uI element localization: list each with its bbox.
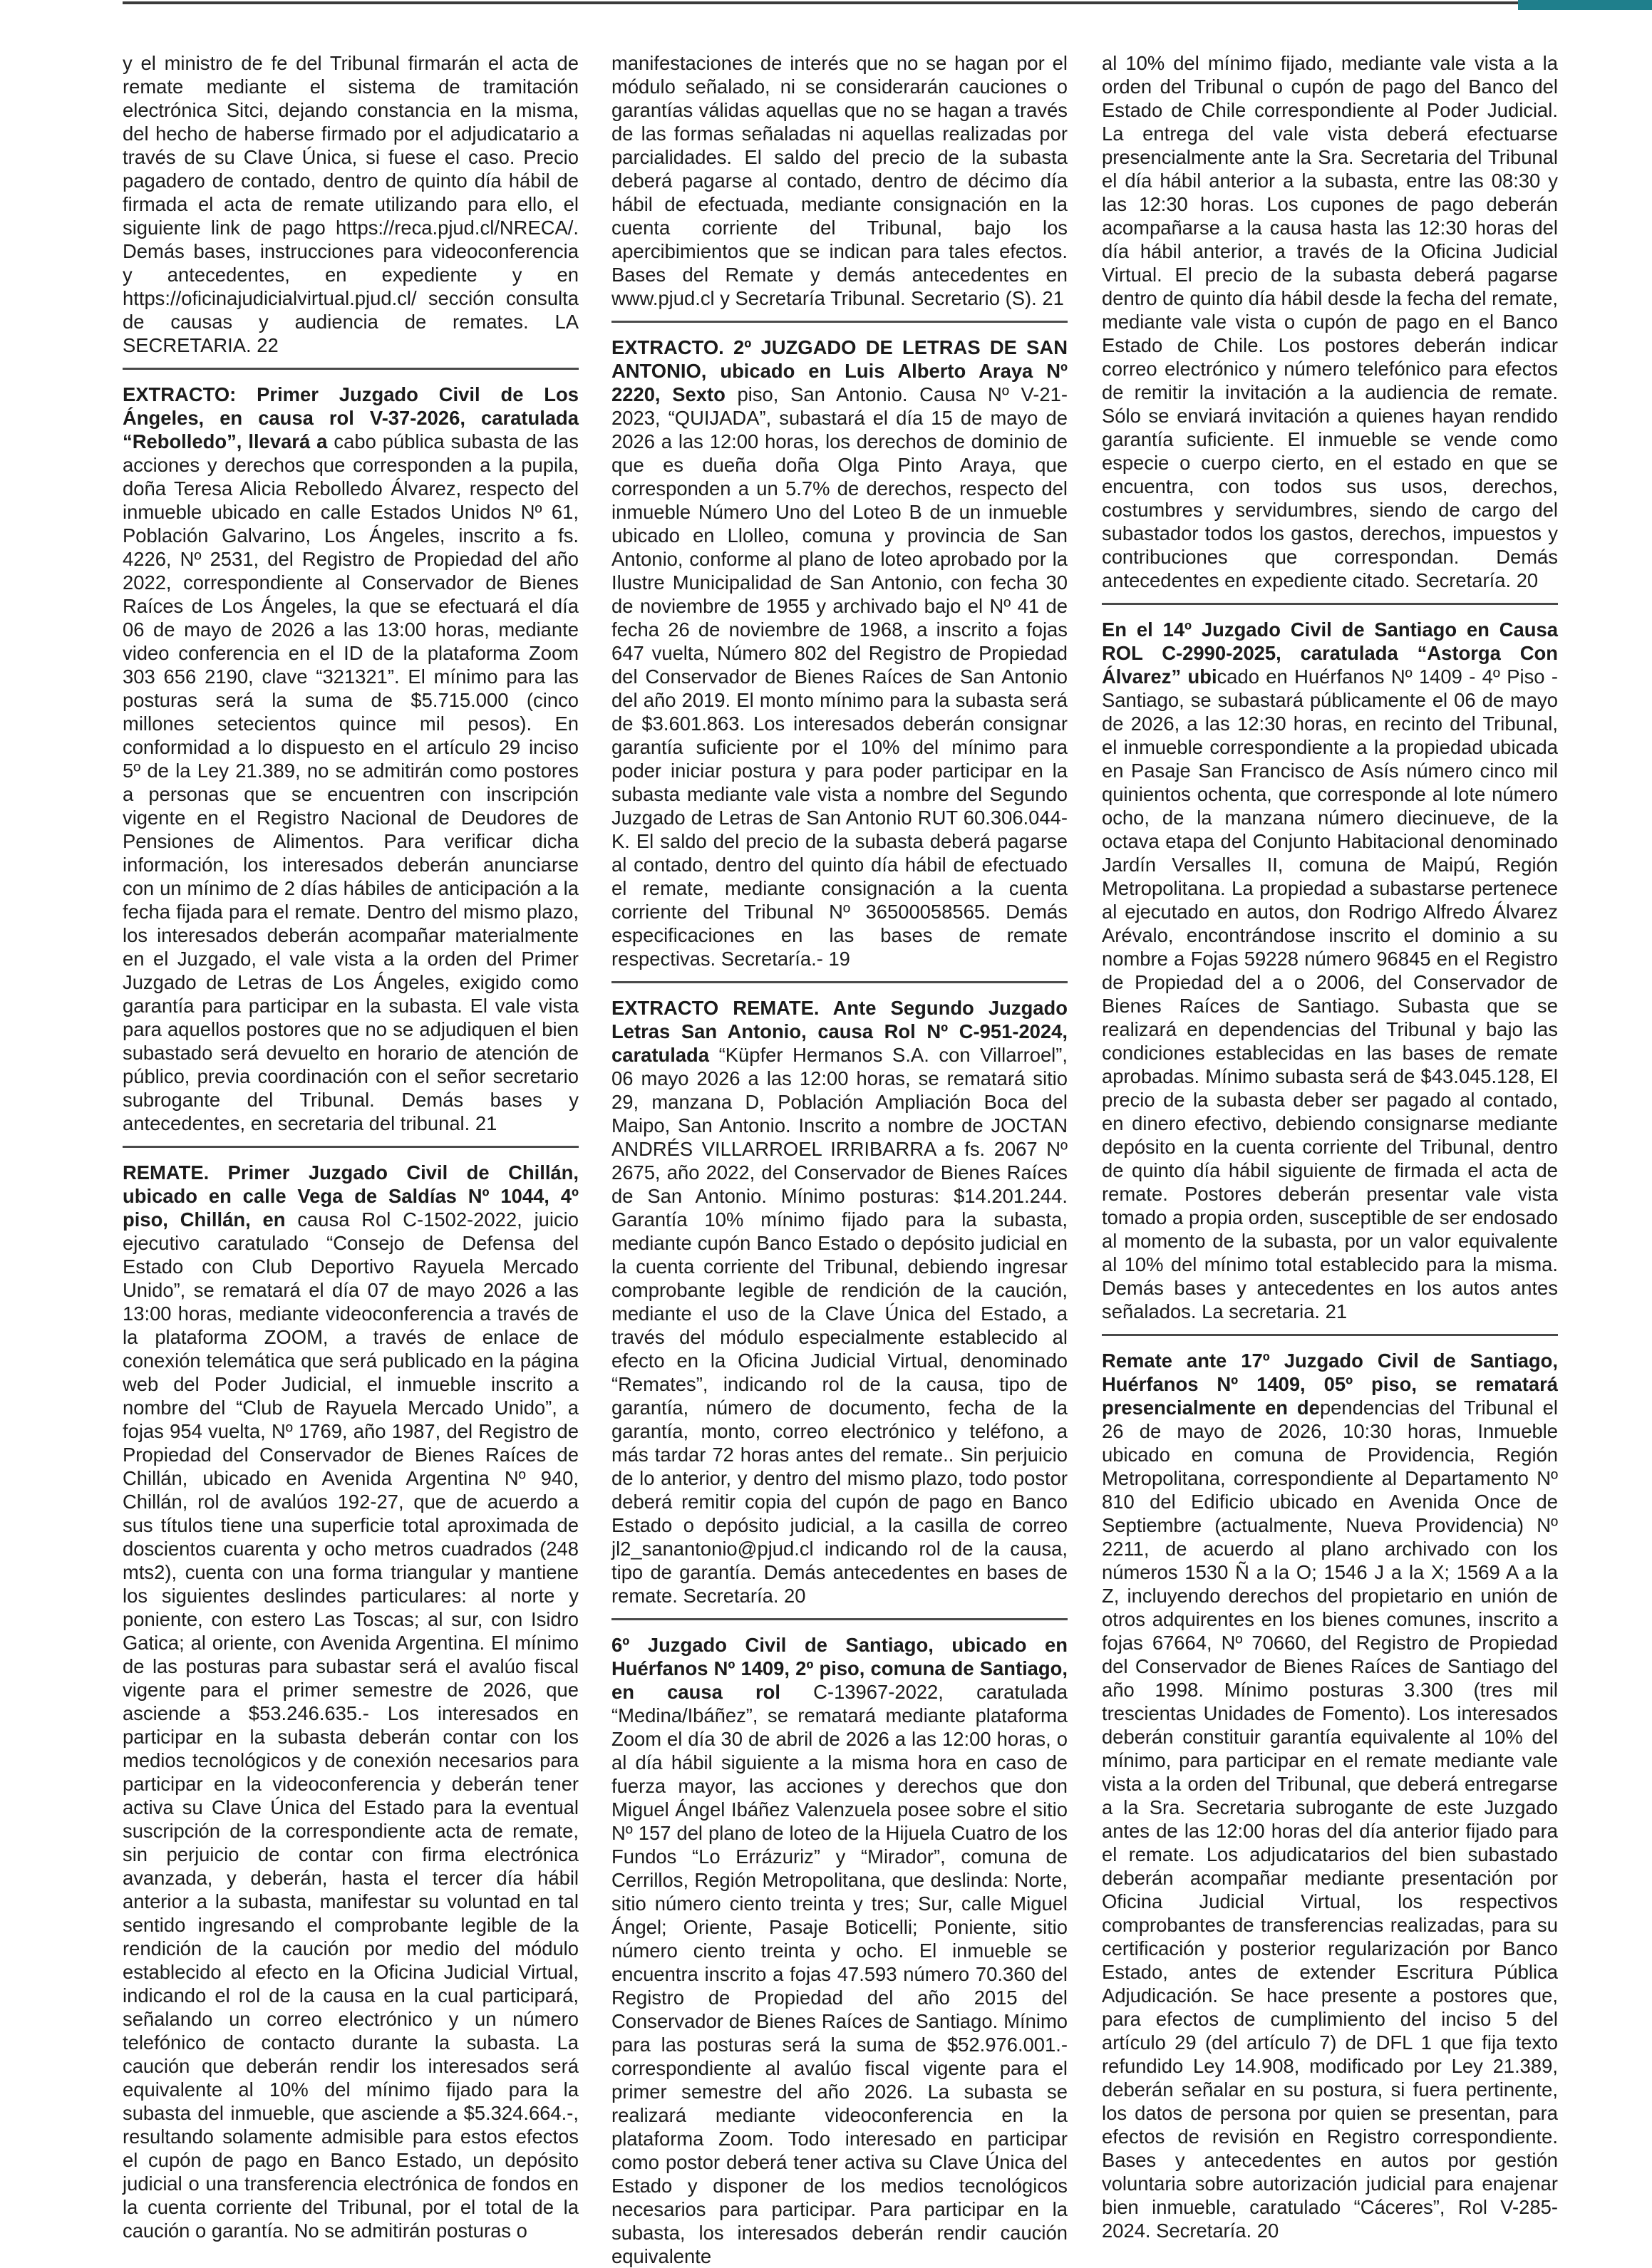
notice-body: “Küpfer Hermanos S.A. con Villarroel”, 06 mayo 2026 a las 12:00 horas, se rematará sitio 29, manzana D, Población Ampliación Boca del Maipo, San Antonio. Inscrito a nombre de JOCTAN ANDRÉS VILLARROEL IRRIBARRA a fs. 2067 Nº 2675, año 2022, del Conservador de Bienes Raíces de San Antonio. Mínimo posturas: $14.201.244. Garantía 10% mínimo fijado para la subasta, mediante cupón Banco Estado o depósito judicial en la cuenta corriente del Tribunal, debiendo ingresar comprobante legible de rendición de la caución, mediante el uso de la Clave Única del Estado, a través del módulo especialmente establecido al efecto en la Oficina Judicial Virtual, denominado “Remates”, indicando rol de la causa, tipo de garantía, número de documento, fecha de la garantía, monto, correo electrónico y teléfono, a más tardar 72 horas antes del remate.. Sin perjuicio de lo anterior, y dentro del mismo plazo, todo postor deberá remitir copia del cupón de pago en Banco Estado o depósito judicial, a la casilla de correo jl2_sanantonio@pjud.cl indicando rol de la causa, tipo de garantía. Demás antecedentes en bases de remate. Secretaría. 20: [611, 1044, 1068, 1607]
notice-santiago-6: [611, 1633, 1068, 2268]
separator-rule: [123, 368, 579, 370]
notice-body: manifestaciones de interés que no se hagan por el módulo señalado, ni se considerarán cauciones o garantías válidas aquellas que no se hagan a través de las formas señaladas ni aquellas realizadas por parcialidades. El saldo del precio de la subasta deberá pagarse al contado, dentro de décimo día hábil de efectuada, mediante consignación en la cuenta corriente del Tribunal, bajo los apercibimientos que se indican para tales efectos. Bases del Remate y demás antecedentes en www.pjud.cl y Secretaría Tribunal. Secretario (S). 21: [611, 52, 1068, 309]
separator-rule: [611, 1618, 1068, 1620]
column-3: [1102, 51, 1558, 2242]
section-tab: [1518, 0, 1652, 10]
notice-heading: EXTRACTO: Primer Juzgado Civil de Los Ángeles, en causa rol V-37-2026, caratulada “Rebolledo”, llevará a: [123, 383, 579, 452]
notice-san-antonio-remate: [611, 996, 1068, 1607]
separator-rule: [611, 981, 1068, 983]
notice-body: y el ministro de fe del Tribunal firmarán el acta de remate mediante el sistema de tramitación electrónica Sitci, dejando constancia en la misma, del hecho de haberse firmado por el adjudicatario a través de su Clave Única, si fuese el caso. Precio pagadero de contado, dentro de quinto día hábil de firmada el acta de remate utilizando para ello, el siguiente link de pago https://reca.pjud.cl/NRECA/. Demás bases, instrucciones para videoconferencia y antecedentes, en expediente y en https://oficinajudicialvirtual.pjud.cl/ sección consulta de causas y audiencia de remates. LA SECRETARIA. 22: [123, 52, 579, 356]
separator-rule: [1102, 603, 1558, 605]
notice-body: C-13967-2022, caratulada “Medina/Ibáñez”, se rematará mediante plataforma Zoom el día 30 de abril de 2026 a las 12:00 horas, o al día hábil siguiente a la misma hora en caso de fuerza mayor, las acciones y derechos que don Miguel Ángel Ibáñez Valenzuela posee sobre el sitio Nº 157 del plano de loteo de la Hijuela Cuatro de los Fundos “Lo Errázuriz” y “Mirador”, comuna de Cerrillos, Región Metropolitana, que deslinda: Norte, sitio número ciento treinta y tres; Sur, calle Miguel Ángel; Oriente, Pasaje Boticelli; Poniente, sitio número ciento treinta y ocho. El inmueble se encuentra inscrito a fojas 47.593 número 70.360 del Registro de Propiedad del año 2015 del Conservador de Bienes Raíces de Santiago. Mínimo para las posturas será la suma de $52.976.001.- correspondiente al avalúo fiscal vigente para el primer semestre del año 2026. La subasta se realizará mediante videoconferencia en la plataforma Zoom. Todo interesado en participar como postor deberá tener activa su Clave Única del Estado y disponer de los medios tecnológicos necesarios para participar. Para participar en la subasta, los interesados deberán rendir caución equivalente: [611, 1681, 1068, 2267]
notice-santiago-14: [1102, 618, 1558, 1323]
notice-heading: En el 14º Juzgado Civil de Santiago en Causa ROL C-2990-2025, caratulada “Astorga Con Álvarez” ubi: [1102, 618, 1558, 688]
notice-heading: 6º Juzgado Civil de Santiago, ubicado en Huérfanos Nº 1409, 2º piso, comuna de Santiago, en causa rol: [611, 1634, 1068, 1703]
notice-body: causa Rol C-1502-2022, juicio ejecutivo caratulado “Consejo de Defensa del Estado con Club Deportivo Rayuela Mercado Unido”, se rematará el día 07 de mayo 2026 a las 13:00 horas, mediante videoconferencia a través de la plataforma ZOOM, a través de enlace de conexión telemática que será publicado en la página web del Poder Judicial, el inmueble inscrito a nombre del “Club de Rayuela Mercado Unido”, a fojas 954 vuelta, Nº 1769, año 1987, del Registro de Propiedad del Conservador de Bienes Raíces de Chillán, ubicado en Avenida Argentina Nº 940, Chillán, rol de avalúos 192-27, que de acuerdo a sus títulos tiene una superficie total aproximada de doscientos cuarenta y ocho metros cuadrados (248 mts2), cuenta con una forma triangular y mantiene los siguientes deslindes particulares: al norte y poniente, con estero Las Toscas; al sur, con Isidro Gatica; al oriente, con Avenida Argentina. El mínimo de las posturas para subastar será el avalúo fiscal vigente para el primer semestre de 2026, que asciende a $53.246.635.- Los interesados en participar en la subasta deberán contar con los medios tecnológicos y de conexión necesarios para participar en la videoconferencia y deberán tener activa su Clave Única del Estado para la eventual suscripción de la correspondiente acta de remate, sin perjuicio de contar con firma electrónica avanzada, y deberán, hasta el tercer día hábil anterior a la subasta, manifestar su voluntad en tal sentido ingresando el comprobante legible de la rendición de la caución por medio del módulo establecido al efecto en la Oficina Judicial Virtual, indicando el rol de la causa en la cual participará, señalando un correo electrónico y un número telefónico de contacto durante la subasta. La caución que deberán rendir los interesados será equivalente al 10% del mínimo fijado para la subasta del inmueble, que asciende a $5.324.664.-, resultando solamente admisible para estos efectos el cupón de pago en Banco Estado, un depósito judicial o una transferencia electrónica de fondos en la cuenta corriente del Tribunal, por el total de la caución o garantía. No se admitirán posturas o: [123, 1208, 579, 2242]
notice-continuation: [123, 51, 579, 357]
notice-body: pendencias del Tribunal el 26 de mayo de 2026, 10:30 horas, Inmueble ubicado en comuna de Providencia, Región Metropolitana, correspondiente al Departamento Nº 810 del Edificio ubicado en Avenida Once de Septiembre (actualmente, Nueva Providencia) Nº 2211, de acuerdo al plano archivado con los números 1530 Ñ a la O; 1546 J a la X; 1569 A a la Z, incluyendo derechos del propietario en unión de otros adquirentes en los bienes comunes, inscrito a fojas 67664, Nº 70660, del Registro de Propiedad del Conservador de Bienes Raíces de Santiago del año 1998. Mínimo posturas 3.300 (tres mil trescientas Unidades de Fomento). Los interesados deberán constituir garantía equivalente al 10% del mínimo, para participar en el remate mediante vale vista a la orden del Tribunal, que deberá entregarse a la Sra. Secretaria subrogante de este Juzgado antes de las 12:00 horas del día anterior fijado para el remate. Los adjudicatarios del bien subastado deberán acompañar mediante presentación por Oficina Judicial Virtual, los respectivos comprobantes de transferencias realizadas, para su certificación y posterior regularización por Banco Estado, antes de extender Escritura Pública Adjudicación. Se hace presente a postores que, para efectos de cumplimiento del inciso 5 del artículo 29 (del artículo 7) de DFL 1 que fija texto refundido Ley 14.908, modificado por Ley 21.389, deberán señalar en su postura, si fuera pertinente, los datos de persona por quien se presentan, para efectos de revisión en Registro correspondiente. Bases y antecedentes en autos por gestión voluntaria sobre autorización judicial para enajenar bien inmueble, caratulado “Cáceres”, Rol V-285-2024. Secretaría. 20: [1102, 1397, 1558, 2242]
notice-heading: EXTRACTO REMATE. Ante Segundo Juzgado Letras San Antonio, causa Rol Nº C-951-2024, caratulada: [611, 997, 1068, 1066]
notice-santiago-17: [1102, 1349, 1558, 2242]
notice-body: cado en Huérfanos Nº 1409 - 4º Piso - Santiago, se subastará públicamente el 06 de mayo de 2026, a las 12:30 horas, en recinto del Tribunal, el inmueble correspondiente a la propiedad ubicada en Pasaje San Francisco de Asís número cinco mil quinientos ochenta, que corresponde al lote número ocho, de la manzana número diecinueve, de la octava etapa del Conjunto Habitacional denominado Jardín Versalles II, comuna de Maipú, Región Metropolitana. La propiedad a subastarse pertenece al ejecutado en autos, don Rodrigo Alfredo Álvarez Arévalo, encontrándose inscrito el dominio a su nombre a Fojas 59228 número 96845 en el Registro de Propiedad del a o 2006, del Conservador de Bienes Raíces de Santiago. Subasta que se realizará en dependencias del Tribunal y bajo las condiciones establecidas en las bases de remate aprobadas. Mínimo subasta será de $43.045.128, El precio de la subasta deber ser pagado al contado, en dinero efectivo, debiendo consignarse mediante depósito en la cuenta corriente del Tribunal, dentro de quinto día hábil siguiente de firmada el acta de remate. Postores deberán presentar vale vista tomado a propia orden, susceptible de ser endosado al momento de la subasta, por un valor equivalente al 10% del mínimo total establecido para la misma. Demás bases y antecedentes en los autos antes señalados. La secretaria. 21: [1102, 666, 1558, 1322]
notice-los-angeles: [123, 383, 579, 1135]
column-1: [123, 51, 579, 2242]
notice-san-antonio-2: [611, 336, 1068, 970]
notice-body: al 10% del mínimo fijado, mediante vale vista a la orden del Tribunal o cupón de pago del Banco del Estado de Chile correspondiente al Poder Judicial. La entrega del vale vista deberá efectuarse presencialmente ante la Sra. Secretaria del Tribunal el día hábil anterior a la subasta, entre las 08:30 y las 12:30 horas. Los cupones de pago deberán acompañarse a la causa hasta las 12:30 horas del día hábil anterior, a través de la Oficina Judicial Virtual. El precio de la subasta deberá pagarse dentro de quinto día hábil desde la fecha del remate, mediante vale vista o cupón de pago en el Banco Estado de Chile. Los postores deberán indicar correo electrónico y número telefónico para efectos de remitir la invitación a la audiencia de remate. Sólo se enviará invitación a quienes hayan rendido garantía suficiente. El inmueble se vende como especie o cuerpo cierto, en el estado en que se encuentra, con todos sus usos, derechos, costumbres y servidumbres, siendo de cargo del subastador todos los gastos, derechos, impuestos y contribuciones que correspondan. Demás antecedentes en expediente citado. Secretaría. 20: [1102, 52, 1558, 591]
notice-body: cabo pública subasta de las acciones y derechos que corresponden a la pupila, doña Teresa Alicia Rebolledo Álvarez, respecto del inmueble ubicado en calle Estados Unidos Nº 61, Población Galvarino, Los Ángeles, inscrito a fs. 4226, Nº 2531, del Registro de Propiedad del año 2022, correspondiente al Conservador de Bienes Raíces de Los Ángeles, la que se efectuará el día 06 de mayo de 2026 a las 13:00 horas, mediante video conferencia en el ID de la plataforma Zoom 303 656 2190, clave “321321”. El mínimo para las posturas será la suma de $5.715.000 (cinco millones setecientos quince mil pesos). En conformidad a lo dispuesto en el artículo 29 inciso 5º de la Ley 21.389, no se admitirán como postores a personas que se encuentren con inscripción vigente en el Registro Nacional de Deudores de Pensiones de Alimentos. Para verificar dicha información, los interesados deberán anunciarse con un mínimo de 2 días hábiles de anticipación a la fecha fijada para el remate. Dentro del mismo plazo, los interesados deberán acompañar materialmente en el Juzgado, el vale vista a la orden del Primer Juzgado de Letras de Los Ángeles, exigido como garantía para participar en la subasta. El vale vista para aquellos postores que no se adjudiquen el bien subastado será devuelto en horario de atención de público, previa coordinación con el señor secretario subrogante del Tribunal. Demás bases y antecedentes, en secretaria del tribunal. 21: [123, 430, 579, 1134]
notice-heading: REMATE. Primer Juzgado Civil de Chillán, ubicado en calle Vega de Saldías Nº 1044, 4º piso, Chillán, en: [123, 1161, 579, 1231]
notice-chillan: [123, 1161, 579, 2242]
notice-continuation: [1102, 51, 1558, 592]
column-2: [611, 51, 1068, 2268]
separator-rule: [123, 1146, 579, 1148]
notice-heading: Remate ante 17º Juzgado Civil de Santiago, Huérfanos Nº 1409, 05º piso, se rematará presencialmente en de: [1102, 1350, 1558, 1419]
separator-rule: [1102, 1334, 1558, 1336]
notice-body: piso, San Antonio. Causa Nº V-21-2023, “QUIJADA”, subastará el día 15 de mayo de 2026 a las 12:00 horas, los derechos de dominio de que es dueña doña Olga Pinto Araya, que corresponden a un 5.7% de derechos, respecto del inmueble Número Uno del Loteo B de un inmueble ubicado en Llolleo, comuna y provincia de San Antonio, conforme al plano de loteo aprobado por la Ilustre Municipalidad de San Antonio, con fecha 30 de noviembre de 1955 y archivado bajo el Nº 41 de fecha 26 de noviembre de 1968, a inscrito a fojas 647 vuelta, Número 802 del Registro de Propiedad del Conservador de Bienes Raíces de San Antonio del año 2019. El monto mínimo para la subasta será de $3.601.863. Los interesados deberán consignar garantía suficiente por el 10% del mínimo para poder iniciar postura y para poder participar en la subasta mediante vale vista a nombre del Segundo Juzgado de Letras de San Antonio RUT 60.306.044-K. El saldo del precio de la subasta deberá pagarse al contado, dentro del quinto día hábil de efectuado el remate, mediante consignación a la cuenta corriente del Tribunal Nº 36500058565. Demás especificaciones en las bases de remate respectivas. Secretaría.- 19: [611, 383, 1068, 970]
notice-continuation: [611, 51, 1068, 310]
separator-rule: [611, 321, 1068, 323]
top-rule: [123, 1, 1518, 4]
notice-heading: EXTRACTO. 2º JUZGADO DE LETRAS DE SAN ANTONIO, ubicado en Luis Alberto Araya Nº 2220, Sexto: [611, 336, 1068, 405]
